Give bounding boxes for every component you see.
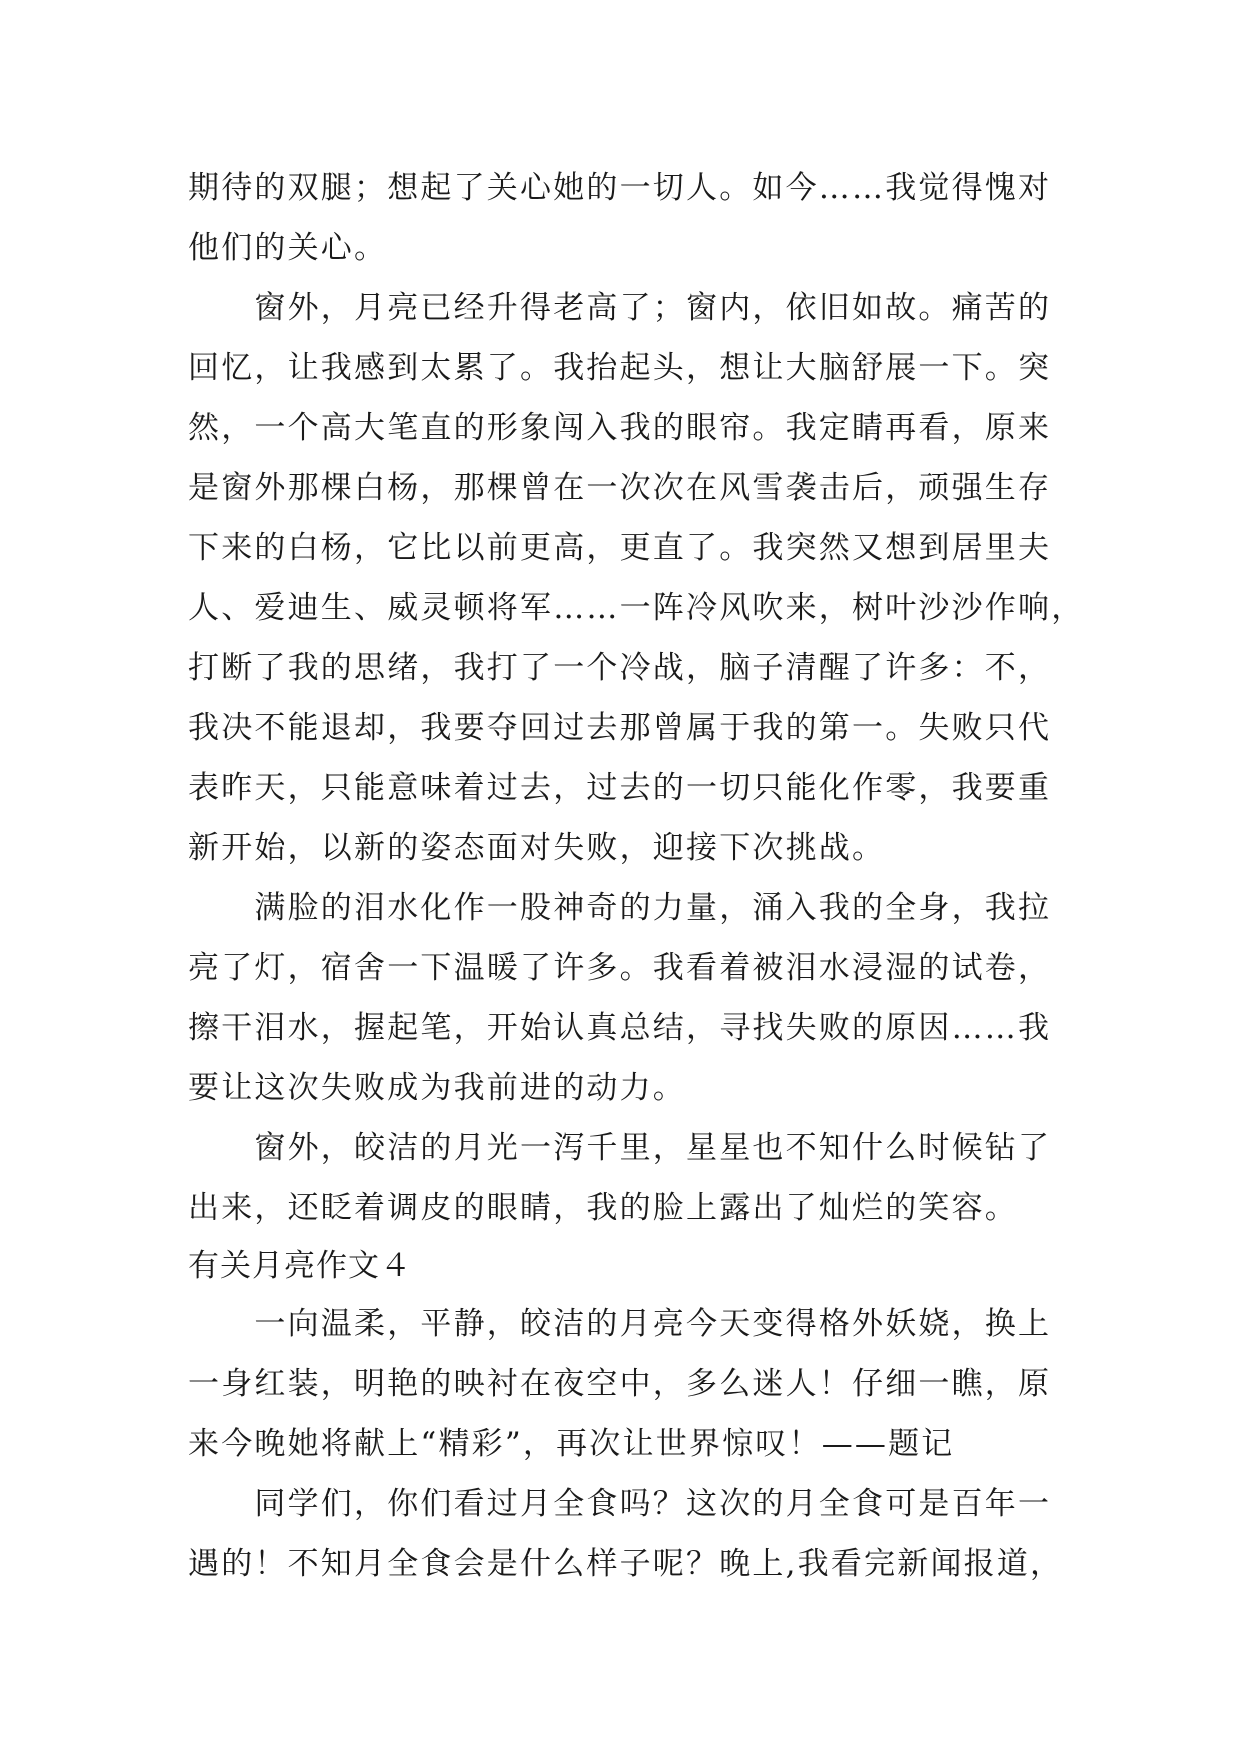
text-line: 遇的！不知月全食会是什么样子呢？晚上,我看完新闻报道， [188,1546,1064,1582]
text-line: 同学们，你们看过月全食吗？这次的月全食可是百年一 [188,1486,1052,1522]
text-line: 我决不能退却，我要夺回过去那曾属于我的第一。失败只代 [188,710,1052,746]
text-line: 人、爱迪生、威灵顿将军……一阵冷风吹来，树叶沙沙作响， [188,590,1085,626]
text-line: 新开始，以新的姿态面对失败，迎接下次挑战。 [188,830,886,866]
text-line: 来今晚她将献上“精彩”，再次让世界惊叹！——题记 [188,1426,955,1462]
text-line: 打断了我的思绪，我打了一个冷战，脑子清醒了许多：不， [188,650,1052,686]
text-line: 是窗外那棵白杨，那棵曾在一次次在风雪袭击后，顽强生存 [188,470,1052,506]
text-line: 期待的双腿；想起了关心她的一切人。如今……我觉得愧对 [188,170,1052,206]
text-line: 亮了灯，宿舍一下温暖了许多。我看着被泪水浸湿的试卷， [188,950,1052,986]
text-line: 擦干泪水，握起笔，开始认真总结，寻找失败的原因……我 [188,1010,1052,1046]
text-line: 出来，还眨着调皮的眼睛，我的脸上露出了灿烂的笑容。 [188,1190,1018,1226]
document-body [188,158,1085,1594]
text-line: 一向温柔，平静，皎洁的月亮今天变得格外妖娆，换上 [188,1306,1052,1342]
section-title: 有关月亮作文４ [188,1248,412,1284]
text-line: 表昨天，只能意味着过去，过去的一切只能化作零，我要重 [188,770,1052,806]
text-line: 满脸的泪水化作一股神奇的力量，涌入我的全身，我拉 [188,890,1052,926]
text-line: 窗外，皎洁的月光一泻千里，星星也不知什么时候钻了 [188,1130,1052,1166]
text-line: 然，一个高大笔直的形象闯入我的眼帘。我定睛再看，原来 [188,410,1052,446]
text-line: 他们的关心。 [188,230,388,266]
text-line: 下来的白杨，它比以前更高，更直了。我突然又想到居里夫 [188,530,1052,566]
text-line: 回忆，让我感到太累了。我抬起头，想让大脑舒展一下。突 [188,350,1052,386]
text-line: 窗外，月亮已经升得老高了；窗内，依旧如故。痛苦的 [188,290,1052,326]
text-line: 要让这次失败成为我前进的动力。 [188,1070,686,1106]
text-line: 一身红装，明艳的映衬在夜空中，多么迷人！仔细一瞧，原 [188,1366,1052,1402]
